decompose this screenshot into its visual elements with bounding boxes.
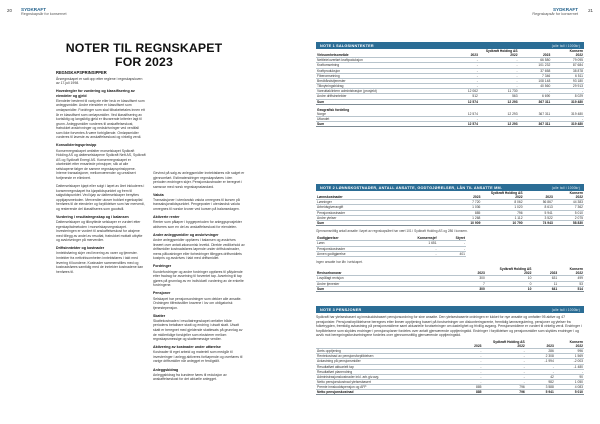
table-cell: 319 480 [551, 112, 584, 117]
table-cell: 2022 [479, 53, 519, 58]
table-cell: 8 062 [481, 200, 523, 205]
table-cell: 0 [486, 281, 533, 286]
block-text: Anleggsbidrag fra kundene føres til reduksjon av anskaffelseskost for det aktuelle anlegget. [153, 372, 227, 382]
block-heading: Skatter [153, 313, 166, 318]
accounting-principles-column [56, 71, 146, 278]
table-cell: Godtgjørelser [316, 236, 385, 241]
block-text: Andre anleggsmidler oppføres i balansen og avskrives lineært over antatt økonomisk levetid. Direkte vedlikehold av driftsmidler kostnadsføres løpende under driftskostnader, mens påkostninger eller forbedringer tillegges driftsmidlets kostpris og avskrives i takt med driftsmidlet. [153, 238, 245, 261]
table-cell: Annen godtgjørelse [316, 251, 385, 256]
table-cell: Lønnskostnader [316, 195, 439, 200]
table-cell: Lønninger [316, 200, 439, 205]
block-heading: Fordringer [153, 264, 172, 269]
table-cell: 367 311 [519, 99, 552, 104]
intro-text: Årsregnskapet er satt opp etter reglene i regnskapsloven av 17.juli 1998. [56, 76, 143, 86]
table-cell: - [439, 73, 479, 78]
note-3-table [316, 340, 584, 396]
table-cell: Avkastning på pensjonsmidler [316, 359, 439, 364]
table-cell: 885 [439, 390, 482, 395]
group-label: Sydkraft Holding AS [490, 191, 523, 195]
table-cell: 7 [439, 281, 486, 286]
note-2-table [316, 191, 584, 226]
table-cell: - [439, 364, 482, 369]
table-cell: - [439, 354, 482, 359]
table-cell: 796 [483, 385, 526, 390]
table-cell: 10 909 [439, 220, 481, 225]
table-cell: 42 [526, 374, 555, 379]
table-cell: - [439, 58, 479, 63]
brand-subtitle: Regnskapsår for konsernet [532, 12, 578, 16]
group-label: Sydkraft Holding AS [499, 267, 532, 272]
group-label: Konsern [569, 49, 583, 53]
table-cell: 1 112 [481, 215, 523, 220]
note-1-sales [316, 42, 584, 127]
group-label: Konsern [569, 267, 583, 272]
table-cell: 1 651 [385, 241, 438, 246]
table-cell: - [483, 359, 526, 364]
table-cell: Utlandet [316, 117, 439, 122]
table-cell: Administrasjonskostnader inkl. arb.giv.avg. [316, 374, 439, 379]
table-cell: 79 095 [551, 58, 584, 63]
table-cell: 1 268 [439, 215, 481, 220]
table-cell: - [439, 84, 479, 89]
note-2-bar [316, 184, 584, 191]
table-cell: 37 658 [519, 68, 552, 73]
table-cell: - [519, 89, 552, 94]
block-text: Transaksjoner i utenlandsk valuta omregnes til kursen på transaksjonstidspunktet. Pengeposter i utenlandsk valuta omregnes til norske kroner ved kursen på balansedagen. [153, 197, 240, 212]
table-cell: 2 308 [526, 354, 555, 359]
table-cell: 1 050 [555, 379, 584, 384]
table-cell: - [439, 369, 482, 374]
table-cell: 2023 [526, 344, 555, 349]
note-1-bar [316, 42, 584, 49]
table-cell: Nettleie/overført kraftpoduksjon [316, 58, 439, 63]
table-cell: Andre driftsinntekter [316, 94, 439, 99]
note-2-title: NOTE 2 LØNNSKOSTNADER, ANTALL ANSATTE, GODTGJØRELSER, LÅN TIL ANSATTE MM. [320, 185, 503, 190]
table-cell: - [439, 78, 479, 83]
block-heading: Konsolideringsprinsipp [56, 143, 97, 148]
table-cell: 6 511 [551, 73, 584, 78]
table-cell: 2023 [439, 271, 486, 276]
table-cell: 11 730 [479, 89, 519, 94]
table-cell: 12 062 [439, 89, 479, 94]
table-cell: 101 232 [519, 63, 552, 68]
table-cell: 12 574 [439, 122, 479, 127]
table-cell: - [438, 246, 466, 251]
block-text: Inntektsføring skjer ved levering av varer og tjenester. Inntekter fra nettvirksomheten inntektsføres i takt med levering til kundene. Kostnader sammenstilles med og kostnadsføres samtidig med de inntekter kostnadene kan henføres til. [56, 251, 144, 274]
table-row [316, 251, 466, 256]
table-cell: 2022 [551, 53, 584, 58]
brand-subtitle: Regnskapsår for konsernet [21, 12, 67, 16]
table-cell: Konsernsjef [385, 236, 438, 241]
block-heading: Pensjoner [153, 291, 171, 296]
table-cell: Lønn [316, 241, 385, 246]
table-cell: Styret [438, 236, 466, 241]
block-text: Datterselskaper og tilknyttede selskaper er vurdert etter egenkapitalmetoden i morselskapsregnskapet. Investeringen er vurdert til anskaffelseskost for aksjene med tillegg av andel av resultat, fratrukket mottatt utbytte og avskrivninger på merverdier. [56, 220, 143, 243]
employees-text: Gjennomsnittlig antall ansatte i løpet av regnskapsåret har vært 101 i Sydkraft Holding AS og 286 i konsern. [316, 229, 468, 234]
table-cell: 12 574 [439, 112, 479, 117]
table-cell: - [479, 68, 519, 73]
table-cell: 2022 [481, 195, 523, 200]
table-cell: 2022 [483, 344, 526, 349]
table-cell: 631 [532, 276, 558, 281]
table-cell: Sum [316, 122, 439, 127]
table-cell: - [479, 117, 519, 122]
table-cell: 12 293 [479, 122, 519, 127]
table-cell: 93 180 [551, 78, 584, 83]
table-cell: 58 830 [554, 220, 584, 225]
table-cell: 66 580 [519, 58, 552, 63]
group-label: Konsern [569, 191, 583, 195]
table-cell: Revisorhonorar [316, 271, 439, 276]
table-cell: Andre ytelser [316, 215, 439, 220]
sum-row [316, 390, 584, 395]
table-cell: Virksomhetsområde [316, 53, 439, 58]
table-cell: 8 029 [551, 94, 584, 99]
table-cell: 499 [558, 276, 584, 281]
group-label: Sydkraft Holding AS [493, 339, 525, 344]
table-cell: - [483, 369, 526, 374]
table-cell: 300 [439, 286, 486, 291]
table-cell: Kraftproduksjon [316, 68, 439, 73]
block-heading: Andre anleggsmidler og avskrivninger [153, 232, 219, 237]
table-cell: 1 036 [439, 205, 481, 210]
table-cell: 11 [532, 281, 558, 286]
table-cell: 885 [439, 210, 481, 215]
table-cell: 2022 [486, 271, 533, 276]
page-number-left: 20 [7, 8, 12, 13]
table-cell: Vareuttak/intern administrasjon (prosjekt) [316, 89, 439, 94]
table-cell: 2023 [519, 53, 552, 58]
table-cell: 1 569 [555, 354, 584, 359]
table-cell: 53 [558, 281, 584, 286]
table-cell: Netto pensjonskostnad ytelsesbasert [316, 379, 439, 384]
brand-right [532, 7, 578, 17]
table-cell: 38 878 [551, 68, 584, 73]
table-cell: 7 720 [439, 200, 481, 205]
table-cell: 8 613 [524, 205, 554, 210]
table-cell: 1 020 [481, 205, 523, 210]
section-caption: REGNSKAPSPRINSIPPER [56, 70, 107, 75]
table-cell: 5 941 [526, 390, 555, 395]
table-cell: 2 075 [554, 215, 584, 220]
table-cell: - [479, 63, 519, 68]
note-3-bar [316, 306, 584, 313]
table-cell: 2023 [439, 195, 481, 200]
table-cell: Sum [316, 99, 439, 104]
table-cell: Norge [316, 112, 439, 117]
brand-name: SYDKRAFT [21, 7, 47, 12]
table-cell: - [526, 369, 555, 374]
block-heading: Anleggsbidrag [153, 367, 179, 372]
table-cell: Tilknytningsbidrag [316, 84, 439, 89]
table-cell: 2022 [554, 195, 584, 200]
table-cell: 90 [555, 374, 584, 379]
loan-note: Ingen ansatte har lån i selskapet. [316, 259, 363, 264]
subsection-title: Geografisk fordeling [317, 107, 350, 112]
table-cell: - [439, 68, 479, 73]
block-text: Kostnader til eget arbeid og materiell som medgår til investeringer i anlegg aktiveres fortløpende og overføres til varige driftsmidler når anlegget er ferdigstilt. [153, 350, 243, 364]
table-cell: Årets opptjening [316, 349, 439, 354]
table-cell: Resultatført aktuarielt tap [316, 364, 439, 369]
brand-name: SYDKRAFT [552, 7, 578, 12]
table-cell: 7 346 [519, 73, 552, 78]
table-cell: 10 [486, 276, 533, 281]
table-cell: Netto pensjonskostnad [316, 390, 439, 395]
table-cell: 3 522 [524, 215, 554, 220]
table-cell: 796 [483, 390, 526, 395]
table-cell: 2022 [558, 271, 584, 276]
table-cell: 300 [439, 276, 486, 281]
table-cell: 796 [481, 210, 523, 215]
sum-row [316, 220, 584, 225]
block-text: Gevinst på salg av anleggsmidler inntektsføres når salget er gjennomført. Estimatendringer regnskapsføres i den perioden endringen skjer. Pensjonskostnader er beregnet i samsvar med norsk regnskapsstandard. [153, 171, 245, 189]
table-cell: 10 [486, 286, 533, 291]
note-1-table [316, 49, 584, 127]
group-label: Konsern [569, 339, 583, 344]
table-cell: - [439, 349, 482, 354]
table-cell: 3 588 [526, 385, 555, 390]
block-text: Kundefordringer og andre fordringer oppføres til pålydende etter fradrag for avsetning til forventet tap. Avsetning til tap gjøres på grunnlag av en individuell vurdering av de enkelte fordringene. [153, 269, 244, 288]
table-cell: - [438, 241, 466, 246]
page-title: NOTER TIL REGNSKAPET FOR 2023 [65, 41, 223, 69]
table-cell: - [479, 58, 519, 63]
table-cell: - [439, 63, 479, 68]
table-cell: - [519, 117, 552, 122]
table-cell: Sum [316, 286, 439, 291]
block-heading: Driftsinntekter og kostnader [56, 246, 105, 251]
table-cell: 74 943 [524, 220, 554, 225]
table-cell: 5 941 [524, 210, 554, 215]
table-cell: - [526, 364, 555, 369]
table-cell: Fiberomsetning [316, 73, 439, 78]
sum-row [316, 286, 584, 291]
table-cell: 641 [532, 286, 558, 291]
table-cell: Pensjonskostnader [316, 210, 439, 215]
group-label: Sydkraft Holding AS [485, 49, 518, 53]
table-cell: 2022 [555, 344, 584, 349]
table-cell: 108 148 [519, 78, 552, 83]
principles-column-2 [153, 171, 245, 385]
table-cell: 2023 [439, 53, 479, 58]
table-cell: - [551, 117, 584, 122]
table-cell: Bredbåndstjenester [316, 78, 439, 83]
block-heading: Hovedregler for vurdering og klassifisering av eiendeler og gjeld [56, 89, 135, 98]
table-cell: - [483, 364, 526, 369]
brand-left [21, 7, 67, 17]
table-cell: -1 480 [555, 364, 584, 369]
table-cell: - [479, 78, 519, 83]
note-3-pension [316, 306, 584, 395]
note-2-unit: (alle tall i 1000kr) [551, 185, 580, 190]
table-cell: 2023 [524, 195, 554, 200]
table-cell: 982 [526, 379, 555, 384]
table-cell: Premie innskuddspensjon og AFP [316, 385, 439, 390]
table-cell: - [551, 89, 584, 94]
table-cell: 514 [558, 286, 584, 291]
table-cell: Sum [316, 220, 439, 225]
note-2-salary [316, 184, 584, 292]
table-cell: 319 480 [551, 99, 584, 104]
table-cell: Kraftomsetning [316, 63, 439, 68]
table-cell: 7 362 [554, 205, 584, 210]
table-cell: 4 083 [555, 385, 584, 390]
block-text: Eiendeler bestemt til varig eie eller bruk er klassifisert som anleggsmidler. Andre eiendeler er klassifisert som omløpsmidler. Fordringer som skal tilbakebetales innen ett år er klassifisert som omløpsmidler. Ved klassifisering av kortsiktig og langsiktig gjeld er tilsvarende kriterier lagt til grunn. Anleggsmidler vurderes til anskaffelseskost, fratrukket avskrivninger og nedskrivninger ved verdifall som ikke forventes å være forbigående. Omløpsmidler vurderes til laveste av anskaffelseskost og virkelig verdi. [56, 98, 145, 140]
sum-row [316, 122, 584, 127]
block-text: Skattekostnaden i resultatregnskapet omfatter både periodens betalbare skatt og endring i utsatt skatt. Utsatt skatt er beregnet med gjeldende skattesats på grunnlag av de midlertidige forskjeller som eksisterer mellom regnskapsmessige og skattemessige verdier. [153, 318, 243, 342]
table-cell: 87 684 [551, 63, 584, 68]
table-cell: 563 [479, 94, 519, 99]
table-cell: 10 790 [481, 220, 523, 225]
table-cell: - [555, 369, 584, 374]
table-cell: 2023 [439, 344, 482, 349]
block-text: Selskapet har pensjonsordninger som dekker alle ansatte. Ordningen tilfredsstiller kravene i lov om obligatorisk tjenestepensjon. [153, 296, 242, 310]
table-cell: 286 [526, 349, 555, 354]
note-3-unit: (alle tall i 1000kr) [551, 307, 580, 312]
table-cell: 12 574 [439, 99, 479, 104]
table-cell: - [483, 354, 526, 359]
subsection-title-row [316, 104, 584, 112]
auditor-table [316, 267, 584, 292]
table-cell: 367 311 [519, 112, 552, 117]
table-cell: 319 480 [551, 122, 584, 127]
page-number-right: 21 [588, 8, 593, 13]
table-cell: 40 560 [519, 84, 552, 89]
table-cell: 12 293 [479, 112, 519, 117]
block-text: Konsernregnskapet omfatter morselskapet Sydkraft Holding AS og datterselskapene Sydkraft Nett AS, Sydkraft AS og Sydkraft Energi AS. Konsernregnskapet er utarbeidet etter ensartede prinsipper, slik at alle selskapene følger de samme regnskapsprinsippene. Interne transaksjoner, mellomværender og urealisert fortjeneste er eliminert. [56, 148, 146, 180]
table-cell: Resultatført planendring [316, 369, 439, 374]
table-cell: 12 293 [479, 99, 519, 104]
table-cell: 367 311 [519, 122, 552, 127]
remuneration-table [316, 236, 466, 257]
table-cell: 5 010 [555, 390, 584, 395]
table-cell: - [385, 251, 438, 256]
table-cell: Pensjonskostnader [316, 246, 385, 251]
note-1-unit: (alle tall i 1000kr) [551, 43, 580, 48]
table-cell: Andre tjenester [316, 281, 439, 286]
table-cell: - [439, 374, 482, 379]
table-cell: -2 003 [555, 359, 584, 364]
table-cell: - [439, 117, 479, 122]
table-cell: -1 994 [526, 359, 555, 364]
table-cell: - [483, 349, 526, 354]
table-cell: 512 [439, 94, 479, 99]
block-text: Datterselskaper kjøpt eller solgt i løpet av året inkluderes i konsernregnskapet fra kjøpstidspunktet og frem til salgstidspunktet. Ved kjøp av datterselskaper benyttes oppkjøpsmetoden. Merverdier utover bokført egenkapital henføres til de eiendeler og forpliktelser som har merverdi, og resterende del klassifiseres som goodwill. [56, 184, 145, 211]
block-heading: Aktivering av kostnader under utførelse [153, 345, 221, 350]
table-cell: 885 [439, 385, 482, 390]
block-heading: Valuta [153, 192, 164, 197]
table-cell: Arbeidsgiveravgift [316, 205, 439, 210]
block-heading: Aktiverte renter [153, 215, 180, 220]
table-cell: - [479, 73, 519, 78]
table-cell: 2023 [532, 271, 558, 276]
table-cell: Rentekostnad av pensjonsforpliktelsen [316, 354, 439, 359]
table-cell: - [439, 379, 482, 384]
table-cell: 44 383 [554, 200, 584, 205]
table-cell: - [385, 246, 438, 251]
table-cell: - [439, 359, 482, 364]
table-cell: 401 [438, 251, 466, 256]
note-3-title: NOTE 3 PENSJONER [320, 307, 362, 312]
table-cell: 6 690 [519, 94, 552, 99]
table-cell: - [483, 379, 526, 384]
table-cell: Lovpålagt revisjon [316, 276, 439, 281]
note-1-title: NOTE 1 SALGSINNTEKTER [320, 43, 374, 48]
table-cell: 56 867 [524, 200, 554, 205]
table-cell: 29 913 [551, 84, 584, 89]
table-cell: 5 010 [554, 210, 584, 215]
block-heading: Vurdering i resultatregnskap og i balansen [56, 214, 129, 219]
table-cell: 996 [555, 349, 584, 354]
block-text: Renter som påløper i byggeperioden for anleggsprosjekter aktiveres som en del av anskaffelseskost for eiendelen. [153, 220, 242, 229]
pension-text: Sydkraft har ytelsesbasert og innskuddsbasert pensjonsordning for sine ansatte. Den ytelsesbaserte ordningen er lukket for nye ansatte og omfatter 95 aktive og 47 pensjonister. Pensjonsforpliktelsene beregnes etter lineær opptjening basert på forutsetninger om diskonteringsrente, fremtidig lønnsregulering, pensjoner og ytelser fra folketrygden, fremtidig avkastning på pensjonsmidlene samt aktuarielle forutsetninger om dødelighet og frivillig avgang. Pensjonsmidlene er vurdert til virkelig verdi. Endringer i forpliktelsene som skyldes endringer i pensjonsplaner fordeles over antatt gjenværende opptjeningstid. Endringer i forpliktelser og pensjonsmidler som skyldes endringer i og avvik mot beregningsforutsetningene fordeles over gjennomsnittlig gjenværende opptjeningstid. [316, 315, 582, 338]
table-cell: - [479, 84, 519, 89]
table-cell: - [483, 374, 526, 379]
